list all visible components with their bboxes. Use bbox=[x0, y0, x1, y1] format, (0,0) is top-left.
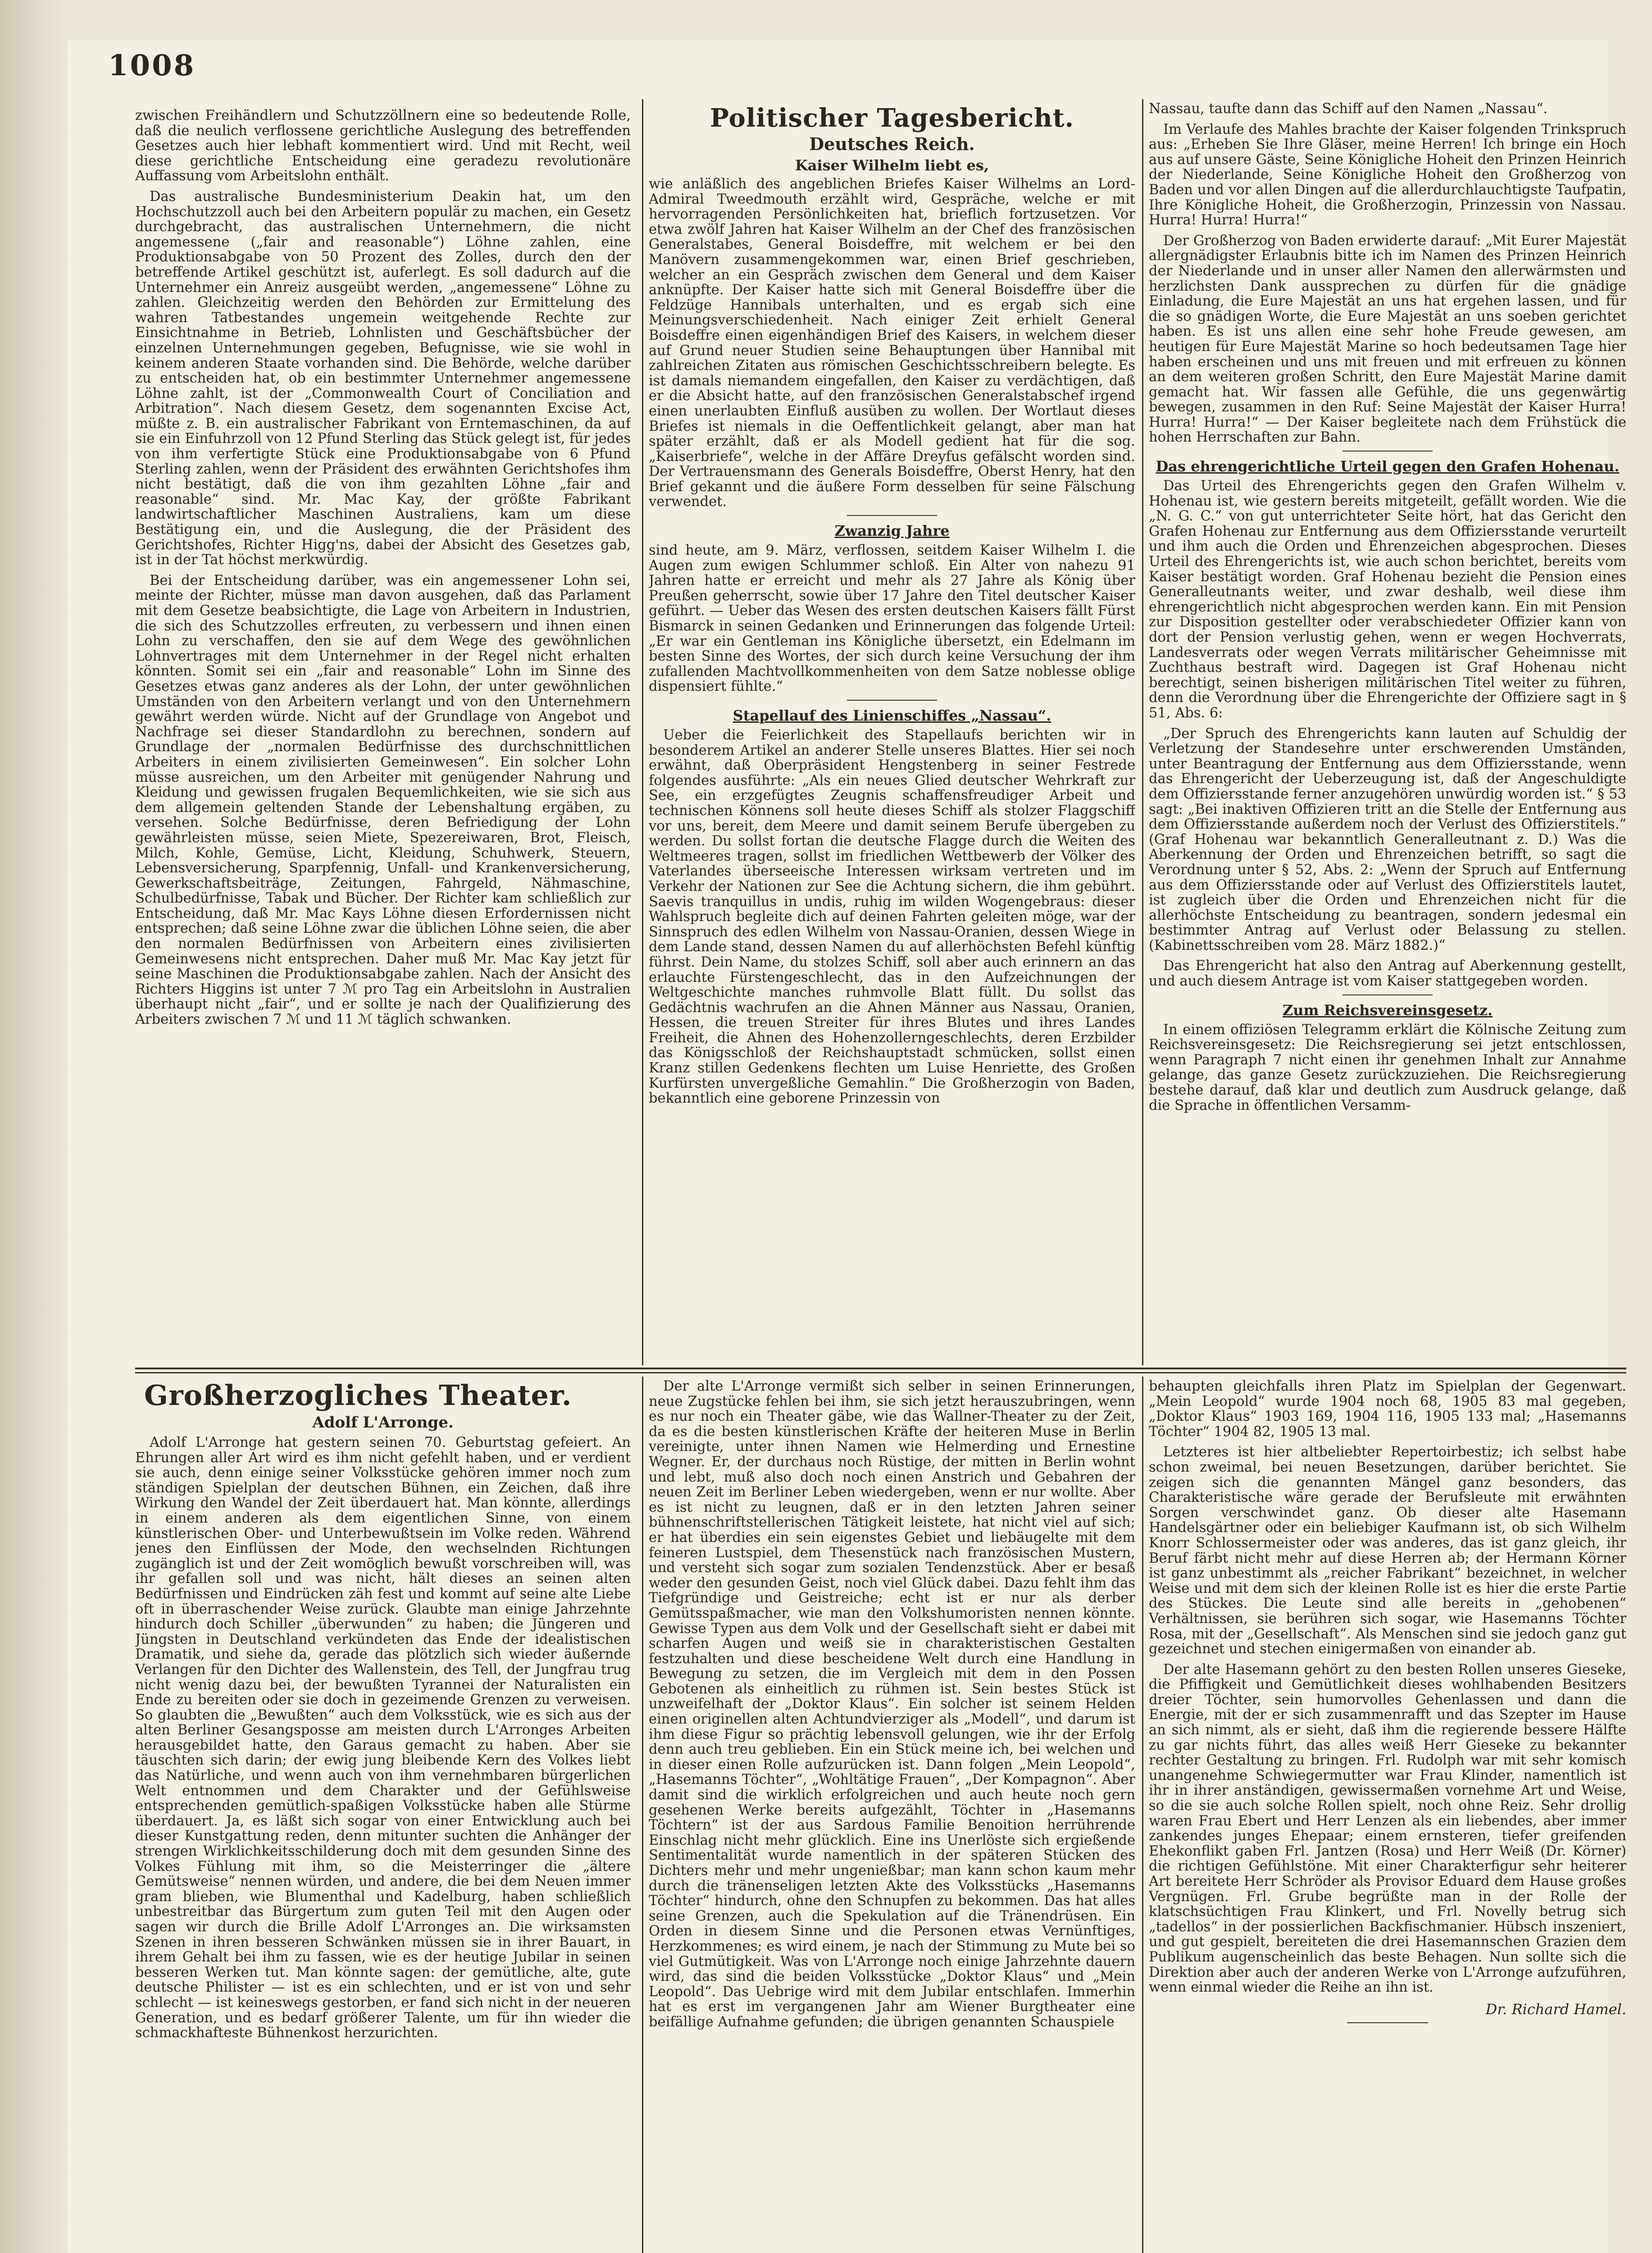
feuilleton-rule-top bbox=[135, 1368, 1626, 1369]
column-divider-1 bbox=[642, 99, 643, 1365]
paragraph: Adolf L'Arronge hat gestern seinen 70. Geburtstag gefeiert. An Ehrungen aller Art wird es ihm nicht gefehlt haben, und er verdient sie auch, denn einige seiner Volksstücke gehören immer noch zum ständigen Spielplan der deutschen Bühnen, ein Zeichen, daß ihre Wirkung den Wandel der Zeit überdauert hat. Man könnte, allerdings in einem anderen als dem eigentlichen Sinne, von einem künstlerischen Ober- und Unterbewußtsein im Volke reden. Während jenes den Einflüssen der Mode, den wechselnden Richtungen zugänglich ist und der Zeit womöglich bewußt vorschreiben will, was ihr gefallen soll und was nicht, hält dieses an seinen alten Bedürfnissen und Eindrücken zäh fest und kommt auf seine alte Liebe oft in überraschender Weise zurück. Glaubte man einige Jahrzehnte hindurch doch Schiller „überwunden“ zu haben; die Jüngeren und Jüngsten in Deutschland verkündeten das Ende der idealistischen Dramatik, und siehe da, gerade das plötzlich sich wieder äußernde Verlangen für den Dichter des Wallenstein, des Tell, der Jungfrau trug nicht wenig dazu bei, der bewußten Tyrannei der Naturalisten ein Ende zu bereiten oder sie doch in gezeimende Grenzen zu verweisen. So glaubten die „Bewußten“ auch dem Volksstück, wie es sich aus der alten Berliner Gesangsposse am meisten durch L'Arronges Arbeiten herausgebildet hatte, den Garaus gemacht zu haben. Aber sie täuschten sich darin; der ewig jung bleibende Kern des Volkes liebt das Natürliche, und wenn auch von ihm vernehmbaren bürgerlichen Welt entnommen und dem Charakter und der Gefühlsweise entsprechenden gemütlich-spaßigen Volksstücke haben alle Stürme überdauert. Ja, es läßt sich sogar von einer Entwicklung auch bei dieser Kunstgattung reden, denn mitunter suchten die Anhänger der strengen Wirklichkeitsschilderung doch mit dem gesunden Sinne des Volkes Fühlung mit ihm, so die Meisterringer die „ältere Gemütsweise“ nennen würden, und andere, die bei dem Neuen immer gram blieben, wie Blumenthal und Kadelburg, haben schließlich unbestreitbar das Bürgertum zum guten Teil mit den Augen oder sagen wir durch die Brille Adolf L'Arronges an. Die wirksamsten Szenen in ihren besseren Schwänken müssen sie in ihrer Bauart, in ihrem Gehalt bei ihm zu fassen, wie es der heutige Jubilar in seinen besseren Werken tut. Man könnte sagen: der gemütliche, alte, gute deutsche Philister — ist es ein schlechten, und er ist von und sehr schlecht — ist keineswegs gestorben, er fand sich nicht in der neueren Generation, und es bedarf größerer Talente, um für ihn wieder die schmackhafteste Bühnenkost herzurichten. bbox=[135, 1435, 631, 2041]
paragraph: zwischen Freihändlern und Schutzzöllnern eine so bedeutende Rolle, daß die neulich verflossene gerichtliche Auslegung des betreffenden Gesetzes auch hier lebhaft kommentiert wird. Und mit Recht, weil diese gerichtliche Entscheidung eine geradezu revolutionäre Auffassung vom Arbeitslohn enthält. bbox=[135, 108, 631, 184]
paragraph: behaupten gleichfalls ihren Platz im Spielplan der Gegenwart. „Mein Leopold“ wurde 1904 noch 68, 1905 83 mal gegeben, „Doktor Klaus“ 1903 169, 1904 116, 1905 133 mal; „Hasemanns Töchter“ 1904 82, 1905 13 mal. bbox=[1149, 1379, 1626, 1440]
paragraph: In einem offiziösen Telegramm erklärt die Kölnische Zeitung zum Reichsvereinsgesetz: Die Reichsregierung sei jetzt entschlossen, wenn Paragraph 7 nicht einen ihr genehmen Inhalt zur Annahme gelange, das ganze Gesetz zurückzuziehen. Die Reichsregierung bestehe darauf, daß klar und deutlich zum Ausdruck gelange, daß die Sprache in öffentlichen Versamm- bbox=[1149, 1022, 1626, 1113]
paragraph: Bei der Entscheidung darüber, was ein angemessener Lohn sei, meinte der Richter, müsse man davon ausgehen, daß das Parlament mit dem Gesetze beabsichtigte, die Lage von Arbeitern in Industrien, die sich des Schutzzolles erfreuten, zu verbessern und ihnen einen Lohn zu verschaffen, den sie auf dem Wege des gewöhnlichen Lohnvertrages mit dem Unternehmer in der Regel nicht erhalten könnten. Somit sei ein „fair and reasonable“ Lohn im Sinne des Gesetzes etwas ganz anderes als der Lohn, der unter gewöhnlichen Umständen von den Arbeitern verlangt und von den Unternehmern gewährt werden würde. Nicht auf der Grundlage von Angebot und Nachfrage sei dieser Standardlohn zu berechnen, sondern auf Grundlage der „normalen Bedürfnisse des durchschnittlichen Arbeiters in einem zivilisierten Gemeinwesen“. Ein solcher Lohn müsse ausreichen, um den Arbeiter mit genügender Nahrung und Kleidung und gewissen frugalen Bequemlichkeiten, wie sie sich aus dem allgemein geltenden Stande der Lebenshaltung ergäben, zu versehen. Solche Bedürfnisse, deren Befriedigung der Lohn gewährleisten müsse, seien Miete, Spezereiwaren, Brot, Fleisch, Milch, Kohle, Gemüse, Licht, Kleidung, Schuhwerk, Steuern, Lebensversicherung, Sparpfennig, Unfall- und Krankenversicherung, Gewerkschaftsbeiträge, Zeitungen, Fahrgeld, Nähmaschine, Schulbedürfnisse, Tabak und Bücher. Der Richter kam schließlich zur Entscheidung, daß Mr. Mac Kays Löhne diesen Erfordernissen nicht entsprechen; daß seine Löhne zwar die üblichen Löhne seien, die aber den normalen Bedürfnissen von Arbeitern eines zivilisierten Gemeinwesens nicht entsprechen. Daher muß Mr. Mac Kay jetzt für seine Maschinen die Produktionsabgabe zahlen. Nach der Ansicht des Richters Higgins ist unter 7 ℳ pro Tag ein Arbeitslohn in Australien überhaupt nicht „fair“, und er sollte je nach der Qualifizierung des Arbeiters zwischen 7 ℳ und 11 ℳ täglich schwanken. bbox=[135, 572, 631, 1028]
separator bbox=[847, 515, 937, 516]
theater-column-2 bbox=[649, 1379, 1135, 2253]
paragraph: „Der Spruch des Ehrengerichts kann lauten auf Schuldig der Verletzung der Standesehre unter erschwerenden Umständen, unter Beantragung der Entfernung aus dem Offiziersstande, wenn das Ehrengericht der Ueberzeugung ist, daß der Angeschuldigte dem Offiziersstande ferner anzugehören unwürdig worden ist.“ § 53 sagt: „Bei inaktiven Offizieren tritt an die Stelle der Entfernung aus dem Offiziersstande außerdem noch der Verlust des Offizierstitels.“ (Graf Hohenau war bekanntlich Generalleutnant z. D.) Was die Aberkennung der Orden und Ehrenzeichen betrifft, so sagt die Verordnung unter § 52, Abs. 2: „Wenn der Spruch auf Entfernung aus dem Offiziersstande oder auf Verlust des Offizierstitels lautet, ist zugleich über die Orden und Ehrenzeichen nicht für die allerhöchste Entscheidung zu beantragen, sondern jedesmal ein bestimmter Antrag auf Verlust oder Belassung zu stellen. (Kabinettsschreiben vom 28. März 1882.)“ bbox=[1149, 725, 1626, 953]
subhead-verein: Zum Reichsvereinsgesetz. bbox=[1282, 1001, 1493, 1019]
paragraph: Das Ehrengericht hat also den Antrag auf Aberkennung gestellt, und auch diesem Antrage ist vom Kaiser stattgegeben worden. bbox=[1149, 958, 1626, 990]
article-column-2 bbox=[649, 101, 1135, 1361]
paragraph: Der alte L'Arronge vermißt sich selber in seinen Erinnerungen, neue Zugstücke fehlen bei ihm, sie sich jetzt herauszubringen, wenn es nur noch ein Theater gäbe, wie das Wallner-Theater zu der Zeit, da es die besten künstlerischen Kräfte der heiteren Muse in Berlin vereinigte, unter ihnen Namen wie Helmerding und Ernestine Wegner. Er, der durchaus noch Rüstige, der mitten in Berlin wohnt und lebt, muß also doch noch einen Anstrich und Gebahren der neuen Zeit im Berliner Leben wiedergeben, wenn er nur wollte. Aber es ist nicht zu leugnen, daß er in den letzten Jahren seiner bühnenschriftstellerischen Tätigkeit leistete, hat nicht viel auf sich; er hat überdies ein sein eigenstes Gebiet und liebäugelte mit dem feineren Lustspiel, dem Thesenstück nach französischen Mustern, und versteht sich sogar zum sozialen Tendenzstück. Aber er besaß weder den gesunden Geist, noch viel Glück dabei. Dazu fehlt ihm das Tiefgründige und Geistreiche; echt ist er nur als derber Gemütsspaßmacher, wie man den Volkshumoristen nennen könnte. Gewisse Typen aus dem Volk und der Gesellschaft sieht er dabei mit scharfen Augen und weiß sie in charakteristischen Gestalten festzuhalten und diese bescheidene Welt durch eine Handlung in Bewegung zu setzen, die im Vergleich mit dem in den Possen Gebotenen als einheitlich zu rühmen ist. Sein bestes Stück ist unzweifelhaft der „Doktor Klaus“. Ein solcher ist seinem Helden einen originellen alten Achtundvierziger als „Modell“, und darum ist ihm diese Figur so prächtig lebensvoll gelungen, wie ihr der Erfolg denn auch treu geblieben. Ein ein Stück meine ich, bei welchen und in dieser einen Rolle aufzurücken ist. Dann folgen „Mein Leopold“, „Hasemanns Töchter“, „Wohltätige Frauen“, „Der Kompagnon“. Aber damit sind die wirklich erfolgreichen und auch heute noch gern gesehenen Werke bereits aufgezählt, Töchter in „Hasemanns Töchtern“ ist der aus Sardous Familie Benoition herrührende Einschlag nicht mehr glücklich. Eine ins Unerlöste sich ergießende Sentimentalität wurde namentlich in der späteren Stücken des Dichters mehr und mehr ungenießbar; man kann schon kaum mehr durch die tränenseligen letzten Akte des Volksstücks „Hasemanns Töchter“ hindurch, ohne den Schnupfen zu bekommen. Das hat alles seine Grenzen, auch die Spekulation auf die Tränendrüsen. Ein Orden in diesem Sinne und die Personen etwas Vernünftiges, Herzkommenes; es wird einem, je nach der Stimmung zu Mute bei so viel Gutmütigkeit. Was von L'Arronge noch einige Jahrzehnte dauern wird, das sind die beiden Volksstücke „Doktor Klaus“ und „Mein Leopold“. Das Uebrige wird mit dem Jubilar entschlafen. Immerhin hat es erst im vergangenen Jahr am Wiener Burgtheater eine beifällige Aufnahme gefunden; die übrigen genannten Schauspiele bbox=[649, 1379, 1135, 2030]
paragraph: Letzteres ist hier altbeliebter Repertoirbestiz; ich selbst habe schon zweimal, bei neuen Besetzungen, darüber berichtet. Sie zeigen sich die genannten Mängel ganz besonders, das Charakteristische wäre gerade der Berufsleute mit erwähnten Sorgen verschwindet ganz. Ob dieser alte Hasemann Handelsgärtner oder ein beliebiger Kaufmann ist, ob sich Wilhelm Knorr Schlossermeister oder was anderes, das ist ganz gleich, ihr Beruf färbt nicht mehr auf diese Herren ab; der Hermann Körner ist ganz unbestimmt als „reicher Fabrikant“ bezeichnet, in welcher Weise und mit dem sich der kleinen Rolle ist es hier die erste Partie des Stückes. Die Leute sind alle bereits in „gehobenen“ Verhältnissen, sie berühren sich sogar, wie Hasemanns Töchter Rosa, mit der „Gesellschaft“. Als Menschen sind sie jedoch ganz gut gezeichnet und stechen einigermaßen von einander ab. bbox=[1149, 1444, 1626, 1657]
article-column-1 bbox=[135, 108, 631, 1361]
subhead-reich: Deutsches Reich. bbox=[809, 134, 975, 154]
column-divider-3 bbox=[642, 1377, 643, 2253]
subhead-urteil: Das ehrengerichtliche Urteil gegen den Grafen Hohenau. bbox=[1156, 458, 1620, 475]
theater-column-3 bbox=[1149, 1379, 1626, 2253]
paragraph: Der Großherzog von Baden erwiderte darauf: „Mit Eurer Majestät allergnädigster Erlaubnis bitte ich im Namen des Prinzen Heinrich der Niederlande und in unser aller Namen den allerwärmsten und herzlichsten Dank aussprechen zu dürfen für die gnädige Einladung, die Eure Majestät an uns hat ergehen lassen, und für die so gnädigen Worte, die Eure Majestät an uns soeben gerichtet haben. Es ist uns allen eine sehr hohe Freude gewesen, am heutigen für Eure Majestät Marine so hoch bedeutsamen Tage hier haben erscheinen und uns mit freuen und mit erfreuen zu können an dem weiteren großen Schritt, den Eure Majestät Marine damit gemacht hat. Wir fassen alle Gefühle, die uns gegenwärtig bewegen, zusammen in den Ruf: Seine Majestät der Kaiser Hurra! Hurra! Hurra!“ — Der Kaiser begleitete nach dem Frühstück die hohen Herrschaften zur Bahn. bbox=[1149, 233, 1626, 446]
paragraph: Der alte Hasemann gehört zu den besten Rollen unseres Gieseke, die Pfiffigkeit und Gemütlichkeit dieses wohlhabenden Besitzers dreier Töchter, sein humorvolles Gehenlassen und dann die Energie, mit der er sich zusammenrafft und das Szepter im Hause an sich nimmt, als er sieht, daß ihm die regierende bessere Hälfte zu gar nichts führt, das alles weiß Herr Gieseke zu bekannter rechter Gestaltung zu bringen. Frl. Rudolph war mit sehr komisch unangenehme Schwiegermutter war Frau Klinder, namentlich ist ihr in ihrer anständigen, gewissermaßen vornehme Art und Weise, so die sie auch solche Rollen spielt, noch ohne Reiz. Sehr drollig waren Frau Ebert und Herr Lenzen als ein liebendes, aber immer zankendes junges Ehepaar; einem ernsteren, tiefer greifenden Ehekonflikt gaben Frl. Jantzen (Rosa) und Herr Weiß (Dr. Körner) die richtigen Gefühlstöne. Mit einer Charakterfigur sehr heiterer Art bereitete Herr Schröder als Provisor Eduard dem Hause großes Vergnügen. Frl. Grube begrüßte man in der Rolle der klatschsüchtigen Frau Klinkert, und Frl. Novelly betrug sich „tadellos“ in der possierlichen Backfischmanier. Hübsch inszeniert, und gut gespielt, bereiteten die drei Hasemannschen Grazien dem Publikum augenscheinlich das beste Behagen. Nun sollte sich die Direktion aber auch der anderen Werke von L'Arronge aufzuführen, wenn einmal wieder die Reihe an ihn ist. bbox=[1149, 1661, 1626, 1996]
page-edge bbox=[0, 0, 68, 2253]
paragraph: sind heute, am 9. März, verflossen, seitdem Kaiser Wilhelm I. die Augen zum ewigen Schlummer schloß. Ein Alter von nahezu 91 Jahren hatte er erreicht und mehr als 27 Jahre als König über Preußen geherrscht, sowie über 17 Jahre den Titel deutscher Kaiser geführt. — Ueber das Wesen des ersten deutschen Kaisers fällt Fürst Bismarck in seinen Gedanken und Erinnerungen das folgende Urteil: „Er war ein Gentleman ins Königliche übersetzt, ein Edelmann im besten Sinne des Wortes, der sich durch keine Versuchung der ihm zufallenden Machtvollkommenheiten von dem Satze noblesse oblige dispensiert fühlte.“ bbox=[649, 543, 1135, 695]
theater-column-1 bbox=[135, 1379, 631, 2253]
paragraph: wie anläßlich des angeblichen Briefes Kaiser Wilhelms an Lord-Admiral Tweedmouth erzählt wird, Gespräche, welche er mit hervorragenden Persönlichkeiten hat, brieflich fortzusetzen. Vor etwa zwölf Jahren hat Kaiser Wilhelm an der Chef des französischen Generalstabes, General Boisdeffre, mit welchem er bei den Manövern zusammengekommen war, einen Brief geschrieben, welcher an ein Gespräch zwischen dem General und dem Kaiser anknüpfte. Der Kaiser hatte sich mit General Boisdeffre über die Feldzüge Hannibals unterhalten, und es ergab sich eine Meinungsverschiedenheit. Nach einiger Zeit erhielt General Boisdeffre einen eigenhändigen Brief des Kaisers, in welchem dieser auf Grund neuer Studien seine Behauptungen über Hannibal mit zahlreichen Zitaten aus römischen Geschichtsschreibern belegte. Es ist damals niemandem eingefallen, den Kaiser zu verdächtigen, daß er die Absicht hatte, auf den französischen Generalstabschef irgend einen unerlaubten Einfluß ausüben zu wollen. Der Wortlaut dieses Briefes ist niemals in die Oeffentlichkeit gelangt, aber man hat später erzählt, daß er als Modell gedient hat für die sog. „Kaiserbriefe“, welche in der Affäre Dreyfus gefälscht worden sind. Der Vertrauensmann des Generals Boisdeffre, Oberst Henry, hat den Brief gekannt und die äußere Form desselben für seine Fälschung verwendet. bbox=[649, 176, 1135, 510]
separator bbox=[847, 700, 937, 701]
subhead-zwanzig: Zwanzig Jahre bbox=[834, 522, 950, 540]
paragraph: Nassau, taufte dann das Schiff auf den Namen „Nassau“. bbox=[1149, 101, 1548, 117]
section-title: Politischer Tagesbericht. bbox=[710, 103, 1074, 133]
theater-subtitle: Adolf L'Arronge. bbox=[312, 1414, 454, 1432]
separator bbox=[1343, 451, 1433, 452]
subhead-stapel: Stapellauf des Linienschiffes „Nassau“. bbox=[733, 707, 1051, 724]
subhead-kaiser: Kaiser Wilhelm liebt es, bbox=[795, 157, 989, 174]
column-divider-2 bbox=[1142, 99, 1143, 1365]
page-number: 1008 bbox=[108, 49, 196, 82]
paragraph: Das australische Bundesministerium Deakin hat, um den Hochschutzzoll auch bei den Arbeitern populär zu machen, ein Gesetz durchgebracht, das australischen Unternehmern, die nicht angemessene („fair and reasonable“) Löhne zahlen, eine Produktionsabgabe von 50 Prozent des Zolles, durch den der betreffende Artikel geschützt ist, auferlegt. Es soll dadurch auf die Unternehmer ein Anreiz ausgeübt werden, „angemessene“ Löhne zu zahlen. Gleichzeitig werden den Behörden zur Ermittelung des wahren Tatbestandes ungemein weitgehende Rechte zur Einsichtnahme in Betrieb, Lohnlisten und Geschäftsbücher der einzelnen Unternehmungen gegeben, Befugnisse, wie sie wohl in keinem anderen Staate vorhanden sind. Die Behörde, welche darüber zu entscheiden hat, ob ein bestimmter Unternehmer angemessene Löhne zahlt, ist der „Commonwealth Court of Conciliation and Arbitration“. Nach diesem Gesetz, dem sogenannten Excise Act, müßte z. B. ein australischer Fabrikant von Erntemaschinen, da auf sie ein Einfuhrzoll von 12 Pfund Sterling das Stück gelegt ist, für jedes von ihm verfertigte Stück eine Produktionsabgabe von 6 Pfund Sterling zahlen, wenn der Präsident des erwähnten Gerichtshofes ihm nicht bestätigt, daß die von ihm gezahlten Löhne „fair and reasonable“ sind. Mr. Mac Kay, der größte Fabrikant landwirtschaftlicher Maschinen Australiens, kam um diese Bestätigung ein, und die Auslegung, die der Präsident des Gerichtshofes, Richter Higg'ns, dabei der Absicht des Gesetzes gab, ist in der Tat höchst merkwürdig. bbox=[135, 188, 631, 568]
end-rule bbox=[1347, 2022, 1428, 2023]
author-signature: Dr. Richard Hamel. bbox=[1485, 2000, 1626, 2018]
column-divider-4 bbox=[1142, 1377, 1143, 2253]
separator bbox=[1343, 994, 1433, 995]
paragraph: Das Urteil des Ehrengerichts gegen den Grafen Wilhelm v. Hohenau ist, wie gestern bereits mitgeteilt, gefällt worden. Wie die „N. G. C.“ von gut unterrichteter Seite hört, hat das Gericht den Grafen Hohenau zur Entfernung aus dem Offiziersstande verurteilt und ihm auch die Orden und Ehrenzeichen abgesprochen. Dieses Urteil des Ehrengerichts ist, wie auch schon berichtet, bereits vom Kaiser bestätigt worden. Graf Hohenau bezieht die Pension eines Generalleutnants weiter, und zwar deshalb, weil diese ihm ehrengerichtlich nicht abgesprochen werden kann. Ein mit Pension zur Disposition gestellter oder verabschiedeter Offizier kann von dort der Pension verlustig gehen, wenn er wegen Hochverrats, Landesverrats oder wegen Verrats militärischer Geheimnisse mit Zuchthaus bestraft wird. Dagegen ist Graf Hohenau nicht berechtigt, seinen bisherigen militärischen Titel weiter zu führen, denn die Verordnung über die Ehrengerichte der Offiziere sagt in § 51, Abs. 6: bbox=[1149, 478, 1626, 721]
article-column-3 bbox=[1149, 101, 1626, 1361]
paragraph: Im Verlaufe des Mahles brachte der Kaiser folgenden Trinkspruch aus: „Erheben Sie Ihre Gläser, meine Herren! Ich bringe ein Hoch aus auf unsere Gäste, Seine Königliche Hoheit den Prinzen Heinrich der Niederlande, Seine Königliche Hoheit den Großherzog von Baden und vor allen Dingen auf die allerdurchlauchtigste Taufpatin, Ihre Königliche Hoheit, die Großherzogin, Prinzessin von Nassau. Hurra! Hurra! Hurra!“ bbox=[1149, 121, 1626, 228]
theater-title: Großherzogliches Theater. bbox=[144, 1379, 572, 1412]
paragraph: Ueber die Feierlichkeit des Stapellaufs berichten wir in besonderem Artikel an anderer Stelle unseres Blattes. Hier sei noch erwähnt, daß Oberpräsident Hengstenberg in seiner Festrede folgendes ausführte: „Als ein neues Glied deutscher Wehrkraft zur See, ein erzgefügtes Zeugnis schaffensfreudiger Arbeit und technischen Könnens soll heute dieses Schiff als stolzer Flaggschiff vor uns, bereit, dem Meere und damit seinem Berufe übergeben zu werden. Du sollst fortan die deutsche Flagge durch die Weiten des Weltmeeres tragen, sollst im friedlichen Wettbewerb der Völker des Vaterlandes überseeische Interessen wirksam vertreten und im Verkehr der Nationen zur See die Achtung sichern, die ihm gebührt. Saevis tranquillus in undis, ruhig im wilden Wogengebraus: dieser Wahlspruch begleite dich auf deinen Fahrten geleiten möge, war der Sinnspruch des edlen Wilhelm von Nassau-Oranien, dessen Wiege in dem Lande stand, dessen Namen du auf allerhöchsten Befehl künftig führst. Dein Name, du stolzes Schiff, soll aber auch erinnern an das erlauchte Fürstengeschlecht, das in den Aufzeichnungen der Weltgeschichte manches ruhmvolle Blatt füllt. Du sollst das Gedächtnis wachrufen an die Ahnen Männer aus Nassau, Oranien, Hessen, die treuen Streiter für ihres Blutes und ihres Landes Freiheit, die Ahnen des Hohenzollerngeschlechts, deren Erzbilder das Königsschloß der Reichshauptstadt schmücken, sollst einen Kranz stillen Gedenkens flechten um Luise Henriette, des Großen Kurfürsten unvergeßliche Gemahlin.“ Die Großherzogin von Baden, bekanntlich eine geborene Prinzessin von bbox=[649, 727, 1135, 1107]
feuilleton-rule-bottom bbox=[135, 1372, 1626, 1373]
